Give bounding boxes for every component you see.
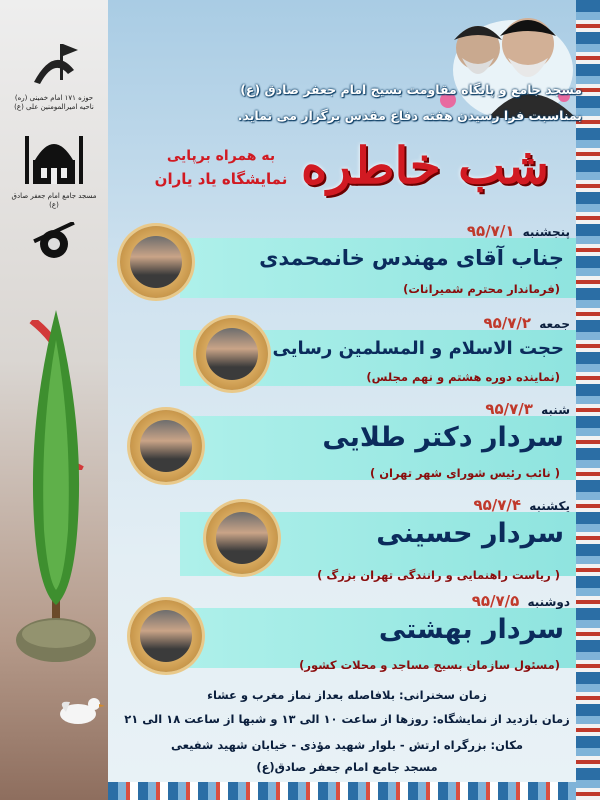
speaker-name: سردار دکتر طلایی xyxy=(322,422,564,453)
speaker-card xyxy=(110,592,576,684)
exhibition-name: نمایشگاه یاد یاران xyxy=(154,170,288,188)
speech-time: زمان سخنرانی: بلافاصله بعداز نماز مغرب و عشاء xyxy=(207,688,487,702)
mosque-logo xyxy=(6,130,102,210)
left-panel xyxy=(0,0,108,800)
alamdar-logo-mark xyxy=(24,40,84,90)
speaker-day: جمعه xyxy=(539,317,570,331)
speaker-card xyxy=(110,314,576,400)
speaker-role: (مسئول سازمان بسیج مساجد و محلات کشور) xyxy=(299,658,560,672)
speaker-date-line xyxy=(467,222,570,240)
basij-emblem xyxy=(6,222,102,266)
speaker-date-line xyxy=(483,314,570,332)
leaders-portrait xyxy=(418,0,576,118)
speaker-role: ( نائب رئیس شورای شهر تهران ) xyxy=(369,466,560,480)
speaker-date: ۹۵/۷/۲ xyxy=(483,314,532,332)
mosque-icon xyxy=(19,130,89,188)
speaker-role: ( ریاست راهنمایی و رانندگی تهران بزرگ ) xyxy=(317,568,560,582)
visit-time: زمان بازدید از نمایشگاه: روزها از ساعت ۱۰ الی ۱۳ و شبها از ساعت ۱۸ الی ۲۱ xyxy=(124,712,570,726)
speaker-date: ۹۵/۷/۱ xyxy=(466,222,515,240)
speaker-date-line xyxy=(473,496,570,514)
speaker-card xyxy=(110,496,576,592)
alamdar-logo xyxy=(6,40,102,112)
speaker-date-line xyxy=(472,592,570,610)
speaker-role: (فرماندار محترم شمیرانات) xyxy=(403,282,560,296)
speaker-date: ۹۵/۷/۳ xyxy=(485,400,533,418)
location: مکان: بزرگراه ارتش - بلوار شهید مؤذی - خیابان شهید شفیعی xyxy=(170,738,524,752)
speaker-card xyxy=(110,400,576,496)
white-dove-illustration xyxy=(56,690,106,730)
bottom-decorative-pattern xyxy=(108,782,576,800)
speaker-card xyxy=(110,222,576,314)
speaker-name: سردار حسینی xyxy=(376,518,564,549)
district-line-1: حوزه ۱۷۱ امام خمینی (ره) xyxy=(14,94,94,102)
sponsor-line: مسجد جامع و پایگاه مقاومت بسیج امام جعفر صادق (ع) xyxy=(240,82,582,97)
district-line-2: ناحیه امیرالمومنین علی (ع) xyxy=(14,103,94,111)
speaker-day: دوشنبه xyxy=(527,595,570,609)
speaker-photo xyxy=(196,318,268,390)
speaker-day: یکشنبه xyxy=(529,499,570,513)
speaker-date-line xyxy=(485,400,570,418)
speaker-name: حجت الاسلام و المسلمین رسایی xyxy=(272,338,564,359)
event-title: شب خاطره xyxy=(300,136,550,195)
speaker-role: (نماینده دوره هشتم و نهم مجلس) xyxy=(366,370,560,384)
venue: مسجد جامع امام جعفر صادق(ع) xyxy=(256,760,438,774)
accompany-line: به همراه برپایی xyxy=(166,148,276,164)
speaker-date: ۹۵/۷/۵ xyxy=(471,592,520,610)
basij-emblem-icon xyxy=(24,222,84,262)
cypress-tree-illustration xyxy=(6,300,106,680)
speaker-photo xyxy=(130,410,202,482)
mosque-caption: مسجد جامع امام جعفر صادق (ع) xyxy=(11,192,97,209)
speaker-day: شنبه xyxy=(541,403,570,417)
occasion-line: بمناسبت فرا رسیدن هفته دفاع مقدس برگزار می نماید. xyxy=(237,108,582,123)
speaker-date: ۹۵/۷/۴ xyxy=(473,496,522,514)
speaker-photo xyxy=(206,502,278,574)
speaker-photo xyxy=(130,600,202,672)
speaker-photo xyxy=(120,226,192,298)
speaker-name: جناب آقای مهندس خانمحمدی xyxy=(259,246,564,270)
speaker-day: پنجشنبه xyxy=(522,225,570,239)
speaker-name: سردار بهشتی xyxy=(378,614,564,645)
